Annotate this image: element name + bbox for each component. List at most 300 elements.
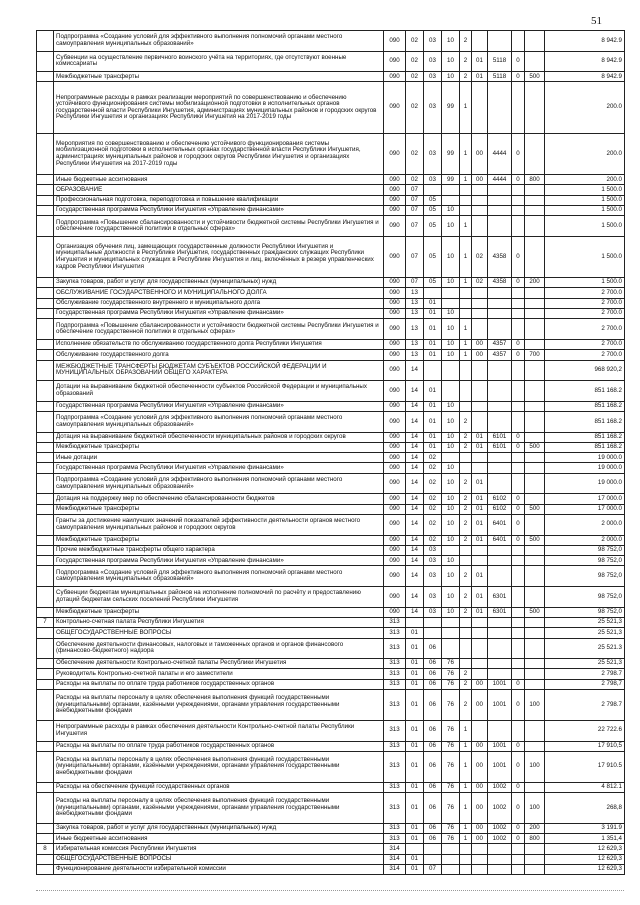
code-cell: 02 <box>406 31 424 52</box>
code-cell <box>472 412 488 433</box>
code-cell <box>525 545 545 555</box>
code-cell: 01 <box>472 494 488 504</box>
code-cell <box>460 854 472 864</box>
code-cell: 2 <box>460 669 472 679</box>
amount-cell: 98 752,0 <box>545 556 625 566</box>
code-cell <box>512 556 525 566</box>
code-cell <box>472 31 488 52</box>
code-cell <box>472 185 488 195</box>
code-cell: 1 <box>460 319 472 340</box>
code-cell <box>525 298 545 308</box>
row-number <box>37 854 54 864</box>
code-cell <box>525 412 545 433</box>
code-cell: 314 <box>384 865 406 875</box>
code-cell: 02 <box>472 236 488 277</box>
code-cell <box>525 494 545 504</box>
amount-cell: 17 910,5 <box>545 741 625 751</box>
code-cell <box>525 556 545 566</box>
code-cell <box>472 669 488 679</box>
row-number <box>37 556 54 566</box>
code-cell <box>512 82 525 134</box>
code-cell <box>472 360 488 381</box>
code-cell: 090 <box>384 504 406 514</box>
code-cell: 03 <box>424 82 442 134</box>
code-cell <box>442 298 460 308</box>
amount-cell: 4 812.1 <box>545 782 625 792</box>
code-cell <box>488 659 512 669</box>
row-name: Субвенции бюджетам муниципальных районов на исполнение полномочий по расчёту и предоставлению дотаций бюджетам сельских поселений Республики Ингушетия <box>54 587 384 608</box>
row-name: Подпрограмма «Создание условий для эффективного выполнения полномочий органами местного самоуправления муниципальных образований» <box>54 566 384 587</box>
row-number <box>37 823 54 833</box>
table-row <box>37 473 625 494</box>
code-cell: 2 <box>460 514 472 535</box>
row-number <box>37 504 54 514</box>
table-row <box>37 175 625 185</box>
code-cell: 1 <box>460 792 472 823</box>
amount-cell: 3 191.9 <box>545 823 625 833</box>
code-cell <box>460 638 472 659</box>
code-cell <box>512 628 525 638</box>
code-cell: 01 <box>406 720 424 741</box>
code-cell: 14 <box>406 514 424 535</box>
code-cell <box>525 206 545 216</box>
code-cell: 14 <box>406 432 424 442</box>
row-name: Закупка товаров, работ и услуг для государственных (муниципальных) нужд <box>54 278 384 288</box>
code-cell: 090 <box>384 401 406 411</box>
code-cell: 03 <box>424 72 442 82</box>
row-number: 8 <box>37 844 54 854</box>
table-row <box>37 195 625 205</box>
code-cell: 0 <box>512 432 525 442</box>
budget-table <box>36 30 625 875</box>
code-cell: 02 <box>472 278 488 288</box>
row-name: Организация обучения лиц, замещающих государственные должности Республики Ингушетия и муниципальные должности в Республике Ингушетия, государственных гражданских служащих Республики Ингушетия и муниципальных служащих в Республике Ингушетия и лиц, включённых в резерв управленческих кадров Республики Ингушетия <box>54 236 384 277</box>
code-cell: 090 <box>384 51 406 72</box>
code-cell: 1 <box>460 782 472 792</box>
code-cell: 0 <box>512 350 525 360</box>
row-number <box>37 494 54 504</box>
code-cell: 10 <box>442 412 460 433</box>
code-cell <box>460 545 472 555</box>
row-name: Подпрограмма «Создание условий для эффективного выполнения полномочий органами местного самоуправления муниципальных образований» <box>54 412 384 433</box>
row-number <box>37 545 54 555</box>
amount-cell: 851 168.2 <box>545 442 625 452</box>
code-cell: 0 <box>512 782 525 792</box>
code-cell: 500 <box>525 504 545 514</box>
table-row <box>37 638 625 659</box>
code-cell: 6101 <box>488 432 512 442</box>
code-cell: 01 <box>424 442 442 452</box>
code-cell <box>472 854 488 864</box>
code-cell: 0 <box>512 504 525 514</box>
code-cell <box>512 401 525 411</box>
row-name: Подпрограмма «Создание условий для эффективного выполнения полномочий органами местного самоуправления муниципальных образований» <box>54 31 384 52</box>
code-cell: 313 <box>384 679 406 689</box>
amount-cell: 25 521,3 <box>545 617 625 627</box>
code-cell: 800 <box>525 175 545 185</box>
code-cell: 03 <box>424 133 442 174</box>
row-number <box>37 133 54 174</box>
code-cell: 01 <box>472 51 488 72</box>
row-name: Подпрограмма «Создание условий для эффективного выполнения полномочий органами местного самоуправления муниципальных образований» <box>54 473 384 494</box>
code-cell <box>525 638 545 659</box>
code-cell: 0 <box>512 741 525 751</box>
code-cell <box>525 514 545 535</box>
code-cell <box>525 381 545 402</box>
code-cell: 2 <box>460 442 472 452</box>
code-cell <box>488 463 512 473</box>
code-cell <box>512 31 525 52</box>
code-cell: 0 <box>512 751 525 782</box>
code-cell <box>442 185 460 195</box>
code-cell <box>460 453 472 463</box>
code-cell <box>512 617 525 627</box>
table-row <box>37 617 625 627</box>
amount-cell: 98 752,0 <box>545 566 625 587</box>
code-cell: 01 <box>406 690 424 721</box>
code-cell: 06 <box>424 679 442 689</box>
code-cell: 06 <box>424 690 442 721</box>
code-cell: 10 <box>442 607 460 617</box>
code-cell: 1 <box>460 720 472 741</box>
code-cell: 01 <box>406 659 424 669</box>
table-row <box>37 82 625 134</box>
code-cell: 14 <box>406 566 424 587</box>
code-cell: 01 <box>472 587 488 608</box>
code-cell <box>512 288 525 298</box>
row-number <box>37 782 54 792</box>
code-cell: 313 <box>384 741 406 751</box>
row-name: Государственная программа Республики Ингушетия «Управление финансами» <box>54 401 384 411</box>
code-cell <box>512 638 525 659</box>
code-cell <box>424 628 442 638</box>
code-cell: 313 <box>384 834 406 844</box>
code-cell <box>488 381 512 402</box>
code-cell: 1002 <box>488 834 512 844</box>
code-cell: 03 <box>424 587 442 608</box>
code-cell <box>512 566 525 587</box>
code-cell <box>512 185 525 195</box>
code-cell: 03 <box>424 31 442 52</box>
code-cell: 1 <box>460 834 472 844</box>
code-cell: 06 <box>424 638 442 659</box>
code-cell <box>442 360 460 381</box>
amount-cell: 12 629,3 <box>545 865 625 875</box>
table-row <box>37 823 625 833</box>
row-number <box>37 381 54 402</box>
amount-cell: 25 521,3 <box>545 659 625 669</box>
code-cell: 01 <box>406 741 424 751</box>
code-cell: 313 <box>384 638 406 659</box>
row-number <box>37 195 54 205</box>
row-name: Дотация на поддержку мер по обеспечению сбалансированности бюджетов <box>54 494 384 504</box>
code-cell: 02 <box>424 494 442 504</box>
row-name: Профессиональная подготовка, переподготовка и повышение квалификации <box>54 195 384 205</box>
code-cell: 01 <box>424 350 442 360</box>
row-name: Руководитель Контрольно-счетной палаты и его заместители <box>54 669 384 679</box>
code-cell <box>488 309 512 319</box>
row-number <box>37 741 54 751</box>
code-cell <box>488 360 512 381</box>
row-name: Дотации на выравнивание бюджетной обеспеченности субъектов Российской Федерации и муниципальных образований <box>54 381 384 402</box>
row-number <box>37 309 54 319</box>
code-cell: 090 <box>384 463 406 473</box>
code-cell <box>488 298 512 308</box>
code-cell: 03 <box>424 545 442 555</box>
code-cell <box>525 865 545 875</box>
code-cell: 01 <box>406 638 424 659</box>
code-cell <box>525 360 545 381</box>
code-cell <box>488 82 512 134</box>
code-cell <box>460 628 472 638</box>
table-row <box>37 432 625 442</box>
code-cell <box>488 216 512 237</box>
code-cell: 090 <box>384 535 406 545</box>
amount-cell: 851 168.2 <box>545 381 625 402</box>
row-number <box>37 679 54 689</box>
row-number <box>37 628 54 638</box>
code-cell <box>512 195 525 205</box>
row-name: Функционирование деятельности избирательной комиссии <box>54 865 384 875</box>
row-number <box>37 298 54 308</box>
row-name: Иные бюджетные ассигнования <box>54 834 384 844</box>
table-row <box>37 659 625 669</box>
code-cell: 0 <box>512 679 525 689</box>
code-cell: 00 <box>472 792 488 823</box>
code-cell: 14 <box>406 473 424 494</box>
code-cell: 2 <box>460 494 472 504</box>
code-cell <box>525 288 545 298</box>
code-cell <box>488 319 512 340</box>
code-cell: 07 <box>406 195 424 205</box>
row-number <box>37 350 54 360</box>
code-cell: 10 <box>442 504 460 514</box>
code-cell <box>472 206 488 216</box>
table-row <box>37 288 625 298</box>
amount-cell: 8 942.9 <box>545 51 625 72</box>
code-cell: 090 <box>384 298 406 308</box>
code-cell: 01 <box>424 412 442 433</box>
code-cell: 01 <box>406 628 424 638</box>
code-cell <box>525 473 545 494</box>
code-cell: 10 <box>442 278 460 288</box>
code-cell: 76 <box>442 751 460 782</box>
code-cell: 05 <box>424 236 442 277</box>
amount-cell: 200.0 <box>545 175 625 185</box>
row-number <box>37 865 54 875</box>
code-cell: 1 <box>460 175 472 185</box>
amount-cell: 25 521,3 <box>545 628 625 638</box>
code-cell: 090 <box>384 545 406 555</box>
code-cell: 13 <box>406 309 424 319</box>
table-row <box>37 751 625 782</box>
code-cell <box>512 587 525 608</box>
row-number <box>37 792 54 823</box>
code-cell: 090 <box>384 185 406 195</box>
code-cell <box>525 51 545 72</box>
row-name: Межбюджетные трансферты <box>54 607 384 617</box>
code-cell <box>525 659 545 669</box>
code-cell: 01 <box>472 514 488 535</box>
row-name: ОБСЛУЖИВАНИЕ ГОСУДАРСТВЕННОГО И МУНИЦИПАЛЬНОГО ДОЛГА <box>54 288 384 298</box>
row-name: Обеспечение деятельности Контрольно-счетной палаты Республики Ингушетия <box>54 659 384 669</box>
code-cell: 06 <box>424 792 442 823</box>
amount-cell: 2 700.0 <box>545 309 625 319</box>
code-cell: 01 <box>406 782 424 792</box>
amount-cell: 2 798.7 <box>545 669 625 679</box>
code-cell <box>442 453 460 463</box>
code-cell <box>512 854 525 864</box>
row-number <box>37 442 54 452</box>
code-cell <box>488 545 512 555</box>
code-cell: 14 <box>406 401 424 411</box>
page-bottom-edge <box>36 890 624 892</box>
amount-cell: 98 752,0 <box>545 607 625 617</box>
code-cell: 99 <box>442 133 460 174</box>
row-name: Государственная программа Республики Ингушетия «Управление финансами» <box>54 463 384 473</box>
table-row <box>37 133 625 174</box>
amount-cell: 968 920,2 <box>545 360 625 381</box>
code-cell: 00 <box>472 339 488 349</box>
code-cell: 1001 <box>488 679 512 689</box>
amount-cell: 2 700.0 <box>545 350 625 360</box>
code-cell: 0 <box>512 72 525 82</box>
row-number <box>37 587 54 608</box>
amount-cell: 851 168.2 <box>545 432 625 442</box>
code-cell: 800 <box>525 834 545 844</box>
row-name: Непрограммные расходы в рамках обеспечения деятельности Контрольно-счетной палаты Республики Ингушетия <box>54 720 384 741</box>
code-cell: 6301 <box>488 607 512 617</box>
code-cell <box>472 545 488 555</box>
table-row <box>37 587 625 608</box>
amount-cell: 17 000.0 <box>545 494 625 504</box>
code-cell <box>488 288 512 298</box>
code-cell: 0 <box>512 51 525 72</box>
code-cell: 090 <box>384 236 406 277</box>
code-cell: 03 <box>424 607 442 617</box>
table-row <box>37 865 625 875</box>
code-cell: 090 <box>384 82 406 134</box>
row-name: Расходы на обеспечение функций государственных органов <box>54 782 384 792</box>
code-cell <box>442 844 460 854</box>
code-cell <box>460 288 472 298</box>
code-cell: 07 <box>406 278 424 288</box>
amount-cell: 851 168.2 <box>545 412 625 433</box>
row-number <box>37 216 54 237</box>
code-cell <box>525 236 545 277</box>
code-cell: 313 <box>384 720 406 741</box>
code-cell: 10 <box>442 206 460 216</box>
code-cell: 4357 <box>488 339 512 349</box>
code-cell <box>460 463 472 473</box>
code-cell <box>512 216 525 237</box>
table-row <box>37 309 625 319</box>
row-number <box>37 720 54 741</box>
amount-cell: 1 500.0 <box>545 236 625 277</box>
row-name: Межбюджетные трансферты <box>54 442 384 452</box>
code-cell: 00 <box>472 679 488 689</box>
code-cell: 1 <box>460 823 472 833</box>
row-name: ОБЩЕГОСУДАРСТВЕННЫЕ ВОПРОСЫ <box>54 854 384 864</box>
code-cell <box>525 617 545 627</box>
code-cell: 0 <box>512 133 525 174</box>
amount-cell: 12 629,3 <box>545 854 625 864</box>
code-cell: 313 <box>384 659 406 669</box>
code-cell: 6102 <box>488 504 512 514</box>
code-cell: 313 <box>384 690 406 721</box>
code-cell: 090 <box>384 607 406 617</box>
code-cell: 2 <box>460 587 472 608</box>
row-number <box>37 31 54 52</box>
code-cell <box>512 360 525 381</box>
row-name: Контрольно-счетная палата Республики Ингушетия <box>54 617 384 627</box>
code-cell: 313 <box>384 823 406 833</box>
table-row <box>37 690 625 721</box>
code-cell: 1 <box>460 278 472 288</box>
code-cell: 01 <box>406 834 424 844</box>
row-name: Подпрограмма «Повышение сбалансированности и устойчивости бюджетной системы Республики Ингушетия и обеспечение государственной политики в отдельных сферах» <box>54 319 384 340</box>
code-cell: 6301 <box>488 587 512 608</box>
row-number <box>37 669 54 679</box>
code-cell <box>512 412 525 433</box>
row-number <box>37 690 54 721</box>
code-cell: 2 <box>460 690 472 721</box>
code-cell: 5118 <box>488 72 512 82</box>
code-cell <box>512 865 525 875</box>
code-cell: 090 <box>384 381 406 402</box>
code-cell: 06 <box>424 659 442 669</box>
table-row <box>37 782 625 792</box>
code-cell: 13 <box>406 350 424 360</box>
code-cell: 14 <box>406 412 424 433</box>
row-name: Обслуживание государственного долга <box>54 350 384 360</box>
amount-cell: 1 500.0 <box>545 278 625 288</box>
code-cell: 314 <box>384 854 406 864</box>
code-cell: 2 <box>460 535 472 545</box>
table-row <box>37 535 625 545</box>
code-cell: 01 <box>472 607 488 617</box>
code-cell: 10 <box>442 216 460 237</box>
code-cell <box>424 185 442 195</box>
code-cell: 00 <box>472 741 488 751</box>
code-cell: 13 <box>406 288 424 298</box>
table-row <box>37 854 625 864</box>
code-cell: 76 <box>442 720 460 741</box>
code-cell: 07 <box>406 236 424 277</box>
code-cell: 090 <box>384 587 406 608</box>
code-cell: 1 <box>460 216 472 237</box>
row-name: Расходы на выплаты персоналу в целях обеспечения выполнения функций государственными (муниципальными) органами, казёнными учреждениями, органами управления государственными внебюджетными фондами <box>54 751 384 782</box>
code-cell: 13 <box>406 319 424 340</box>
row-name: Расходы на выплаты по оплате труда работников государственных органов <box>54 679 384 689</box>
row-name: Межбюджетные трансферты <box>54 535 384 545</box>
code-cell: 6401 <box>488 514 512 535</box>
row-name: ОБРАЗОВАНИЕ <box>54 185 384 195</box>
code-cell: 0 <box>512 278 525 288</box>
code-cell: 090 <box>384 133 406 174</box>
table-row <box>37 607 625 617</box>
code-cell: 01 <box>406 823 424 833</box>
code-cell <box>525 628 545 638</box>
code-cell: 090 <box>384 72 406 82</box>
code-cell: 0 <box>512 494 525 504</box>
code-cell: 14 <box>406 442 424 452</box>
code-cell <box>512 545 525 555</box>
table-row <box>37 298 625 308</box>
code-cell: 02 <box>406 175 424 185</box>
amount-cell: 12 629,3 <box>545 844 625 854</box>
code-cell: 10 <box>442 587 460 608</box>
